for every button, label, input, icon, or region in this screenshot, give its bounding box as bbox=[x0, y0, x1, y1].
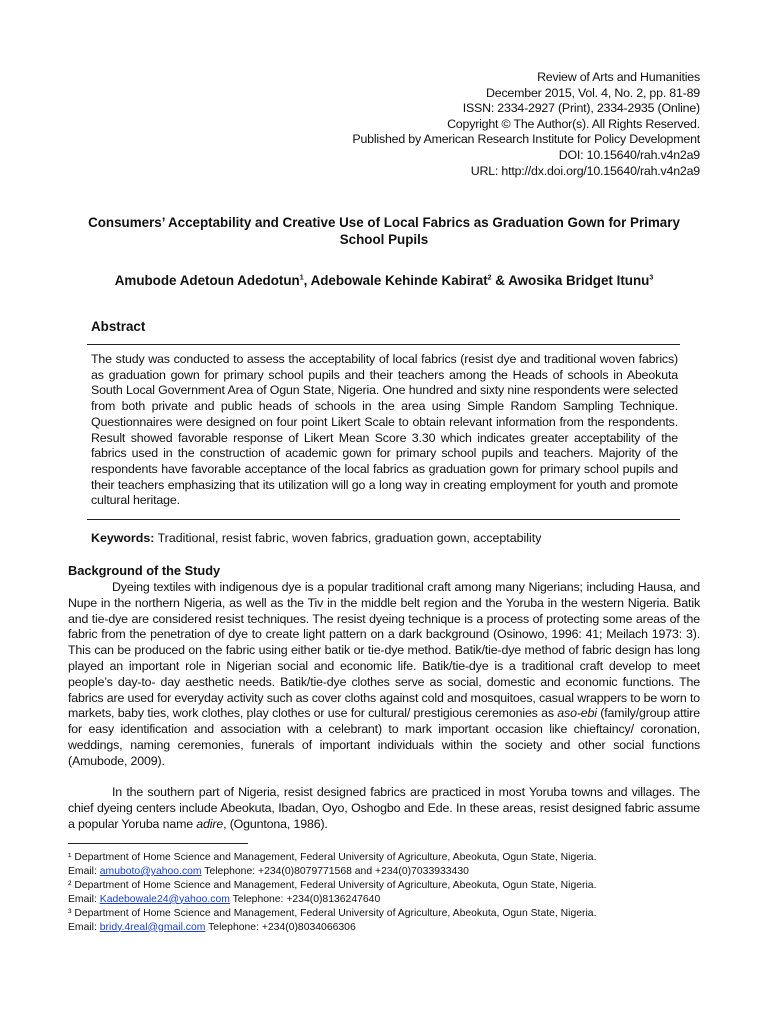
paragraph-text: , (Oguntona, 1986). bbox=[223, 816, 328, 831]
abstract-bottom-rule bbox=[87, 519, 680, 520]
keywords-label: Keywords: bbox=[91, 531, 155, 545]
footnote-2: ² Department of Home Science and Management, Federal University of Agriculture, Abeokuta, Ogun State, Nigeria. bbox=[68, 879, 597, 891]
footnote-3-contact bbox=[68, 921, 596, 935]
italic-term: adire bbox=[196, 816, 224, 831]
author-separator: & bbox=[491, 273, 509, 288]
author-3-affiliation: 3 bbox=[649, 274, 654, 282]
footnote-1-contact bbox=[68, 865, 596, 879]
author-list bbox=[80, 273, 688, 288]
author-2-affiliation: 2 bbox=[487, 274, 492, 282]
issn-info: ISSN: 2334-2927 (Print), 2334-2935 (Online) bbox=[462, 101, 700, 116]
author-2: Adebowale Kehinde Kabirat bbox=[310, 273, 488, 288]
doi-info: DOI: 10.15640/rah.v4n2a9 bbox=[558, 147, 700, 162]
author-1: Amubode Adetoun Adedotun bbox=[114, 273, 300, 288]
footnote-1: ¹ Department of Home Science and Management, Federal University of Agriculture, Abeokuta, Ogun State, Nigeria. bbox=[68, 852, 597, 863]
body-paragraph-2 bbox=[68, 785, 700, 832]
abstract-top-rule bbox=[87, 344, 680, 345]
telephone-text: Telephone: +234(0)8034066306 bbox=[205, 921, 356, 933]
paragraph-text: Dyeing textiles with indigenous dye is a popular traditional craft among many Nigerians; including Hausa, and Nupe in the northern Nigeria, as well as the Tiv in the middle belt region and the Yoruba in the western Nigeria. Batik and tie-dye are considered resist techniques. The resist dyeing technique is a process of protecting some areas of the fabric from the penetration of dye to create light pattern on a dark background (Osinowo, 1996: 41; Meilach 1973: 3). This can be produced on the fabric using either batik or tie-dye method. Batik/tie-dye method of fabric design has long played an important role in Nigerian social and economic life. Batik/tie-dye is a traditional craft develop to meet people’s day-to- day aesthetic needs. Batik/tie-dye clothes serve as social, domestic and economic functions. The fabrics are used for everyday activity such as cover cloths against cold and mosquitoes, casual wrappers to be worn to markets, baby ties, work clothes, play clothes or use for cultural/ prestigious ceremonies as bbox=[68, 580, 700, 721]
paragraph-text: In the southern part of Nigeria, resist designed fabrics are practiced in most Yoruba towns and villages. The chief dyeing centers include Abeokuta, Ibadan, Oyo, Oshogbo and Ede. In these areas, resist designed fabric assume a popular Yoruba name bbox=[68, 785, 700, 831]
abstract-text: The study was conducted to assess the acceptability of local fabrics (resist dye and traditional woven fabrics) as graduation gown for primary school pupils and their teachers among the Heads of schools in Abeokuta South Local Government Area of Ogun State, Nigeria. One hundred and sixty nine respondents were selected from both private and public heads of schools in the area using Simple Random Sampling Technique. Questionnaires were designed on four point Likert Scale to obtain relevant information from the respondents. Result showed favorable response of Likert Mean Score 3.30 which indicates greater acceptability of the fabrics used in the construction of academic gown for primary school pupils and teachers. Majority of the respondents have favorable acceptance of the local fabrics as graduation gown for primary school pupils and their teachers emphasizing that its utilization will go a long way in creating employment for youth and promote cultural heritage. bbox=[91, 352, 678, 508]
issue-info: December 2015, Vol. 4, No. 2, pp. 81-89 bbox=[486, 85, 700, 100]
email-label: Email: bbox=[68, 921, 100, 933]
publisher-info: Published by American Research Institute for Policy Development bbox=[352, 132, 700, 147]
author-1-affiliation: 1 bbox=[299, 274, 304, 282]
keywords bbox=[91, 531, 541, 545]
journal-header bbox=[352, 70, 700, 179]
url-info: URL: http://dx.doi.org/10.15640/rah.v4n2a9 bbox=[470, 163, 700, 178]
email-link-3[interactable]: bridy.4real@gmail.com bbox=[99, 921, 206, 933]
copyright-info: Copyright © The Author(s). All Rights Reserved. bbox=[447, 116, 700, 131]
paragraph-text: (family/group attire for easy identification and association with a celebrant) to mark important occasion like chieftaincy/ coronation, weddings, naming ceremonies, funerals of important individuals within the society and other social functions (Amubode, 2009). bbox=[68, 706, 700, 768]
paper-title: Consumers’ Acceptability and Creative Use of Local Fabrics as Graduation Gown for Primary School Pupils bbox=[88, 215, 680, 247]
author-3: Awosika Bridget Itunu bbox=[508, 273, 650, 288]
footnote-separator bbox=[68, 843, 248, 844]
author-separator: , bbox=[303, 273, 311, 288]
italic-term: aso-ebi bbox=[557, 706, 597, 721]
telephone-text: Telephone: +234(0)8079771568 and +234(0)7033933430 bbox=[201, 865, 469, 877]
footnote-2-contact bbox=[68, 893, 596, 907]
email-link-1[interactable]: amuboto@yahoo.com bbox=[99, 865, 202, 877]
footnote-3: ³ Department of Home Science and Management, Federal University of Agriculture, Abeokuta, Ogun State, Nigeria. bbox=[68, 907, 597, 919]
keywords-text: Traditional, resist fabric, woven fabrics, graduation gown, acceptability bbox=[154, 531, 542, 545]
journal-name: Review of Arts and Humanities bbox=[537, 70, 700, 84]
email-label: Email: bbox=[68, 893, 100, 905]
footnotes bbox=[68, 851, 596, 934]
body-paragraph-1 bbox=[68, 580, 700, 770]
abstract-heading: Abstract bbox=[91, 319, 146, 334]
section-heading-background: Background of the Study bbox=[68, 563, 221, 578]
email-link-2[interactable]: Kadebowale24@yahoo.com bbox=[99, 893, 230, 905]
telephone-text: Telephone: +234(0)8136247640 bbox=[229, 893, 381, 905]
email-label: Email: bbox=[68, 865, 100, 877]
